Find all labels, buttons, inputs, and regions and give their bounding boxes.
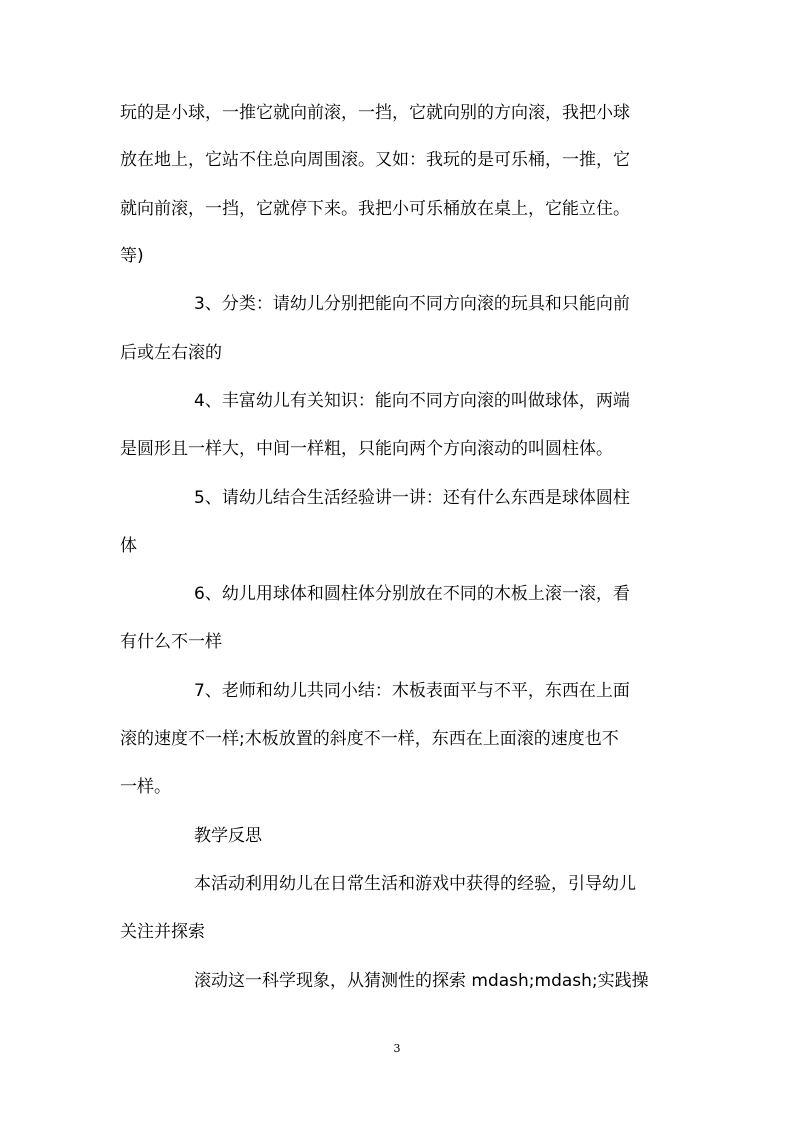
text-line: 就向前滚，一挡，它就停下来。我把小可乐桶放在桌上，它能立住。 (120, 199, 630, 219)
text-line: 3、分类：请幼儿分别把能向不同方向滚的玩具和只能向前 (194, 294, 630, 314)
text-line: 一样。 (120, 777, 171, 797)
text-line: 有什么不一样 (120, 632, 222, 652)
text-line: 7、老师和幼儿共同小结：木板表面平与不平，东西在上面 (194, 681, 630, 701)
page-number: 3 (393, 1042, 401, 1055)
text-line: 关注并探索 (120, 922, 205, 942)
text-line: 本活动利用幼儿在日常生活和游戏中获得的经验，引导幼儿 (194, 874, 636, 894)
text-line: 滚动这一科学现象，从猜测性的探索 mdash;mdash;实践操 (194, 971, 649, 991)
text-line: 后或左右滚的 (120, 343, 222, 363)
text-line: 等) (120, 246, 144, 266)
text-line: 放在地上，它站不住总向周围滚。又如：我玩的是可乐桶，一推，它 (120, 150, 630, 170)
text-line: 是圆形且一样大，中间一样粗，只能向两个方向滚动的叫圆柱体。 (120, 439, 613, 459)
text-line: 5、请幼儿结合生活经验讲一讲：还有什么东西是球体圆柱 (194, 488, 630, 508)
text-line: 4、丰富幼儿有关知识：能向不同方向滚的叫做球体，两端 (194, 391, 630, 411)
section-heading: 教学反思 (194, 826, 262, 846)
text-line: 体 (120, 536, 137, 556)
text-line: 滚的速度不一样;木板放置的斜度不一样，东西在上面滚的速度也不 (120, 729, 619, 749)
text-line: 玩的是小球，一推它就向前滚，一挡，它就向别的方向滚，我把小球 (120, 103, 630, 123)
text-line: 6、幼儿用球体和圆柱体分别放在不同的木板上滚一滚，看 (194, 584, 630, 604)
